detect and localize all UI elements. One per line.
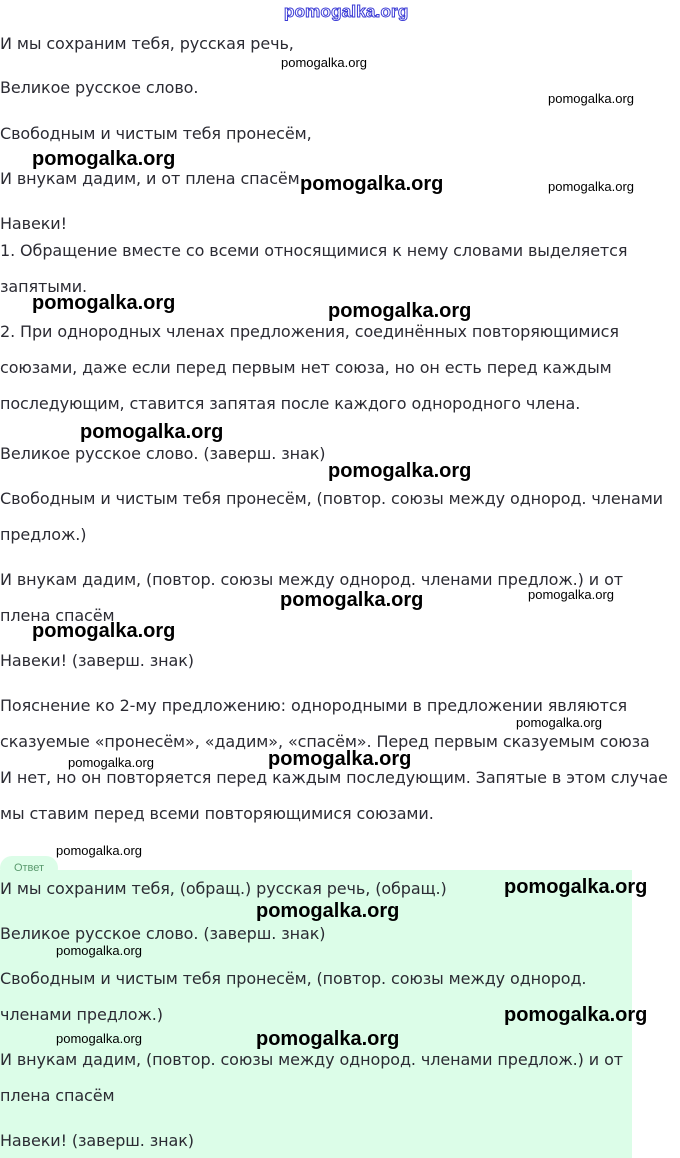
analysis-line: Навеки! (заверш. знак) xyxy=(0,651,194,670)
answer-line: И мы сохраним тебя, (обращ.) русская речь, (обращ.) xyxy=(0,879,447,898)
watermark: pomogalka.org xyxy=(32,620,176,642)
analysis-line: предлож.) xyxy=(0,525,87,544)
answer-line: Свободным и чистым тебя пронесём, (повтор. союзы между однород. xyxy=(0,969,587,988)
watermark: pomogalka.org xyxy=(504,876,648,898)
watermark: pomogalka.org xyxy=(528,587,614,602)
answer-line: плена спасём xyxy=(0,1086,115,1105)
analysis-line: плена спасём xyxy=(0,606,115,625)
answer-tag: Ответ xyxy=(0,856,58,880)
watermark: pomogalka.org xyxy=(328,300,472,322)
poem-line: Великое русское слово. xyxy=(0,78,199,97)
analysis-line: Великое русское слово. (заверш. знак) xyxy=(0,444,326,463)
watermark: pomogalka.org xyxy=(284,2,409,21)
answer-line: Великое русское слово. (заверш. знак) xyxy=(0,924,326,943)
answer-line: членами предлож.) xyxy=(0,1005,163,1024)
explanation-line: мы ставим перед всеми повторяющимися союзами. xyxy=(0,804,434,823)
watermark: pomogalka.org xyxy=(268,748,412,770)
rule-line: 1. Обращение вместе со всеми относящимися к нему словами выделяется xyxy=(0,241,628,260)
poem-line: И мы сохраним тебя, русская речь, xyxy=(0,34,294,53)
watermark: pomogalka.org xyxy=(300,173,444,195)
watermark: pomogalka.org xyxy=(80,421,224,443)
watermark: pomogalka.org xyxy=(56,1031,142,1046)
watermark: pomogalka.org xyxy=(56,943,142,958)
analysis-line: И внукам дадим, (повтор. союзы между однород. членами предлож.) и от xyxy=(0,570,623,589)
rule-line: запятыми. xyxy=(0,277,88,296)
watermark: pomogalka.org xyxy=(280,589,424,611)
watermark: pomogalka.org xyxy=(548,91,634,106)
answer-line: Навеки! (заверш. знак) xyxy=(0,1131,194,1150)
watermark: pomogalka.org xyxy=(32,292,176,314)
explanation-line: Пояснение ко 2-му предложению: однородными в предложении являются xyxy=(0,696,628,715)
watermark: pomogalka.org xyxy=(256,900,400,922)
watermark: pomogalka.org xyxy=(68,755,154,770)
poem-line: И внукам дадим, и от плена спасём xyxy=(0,169,300,188)
watermark: pomogalka.org xyxy=(328,460,472,482)
poem-line: Навеки! xyxy=(0,214,67,233)
explanation-line: сказуемые «пронесём», «дадим», «спасём». Перед первым сказуемым союза xyxy=(0,732,650,751)
watermark: pomogalka.org xyxy=(256,1028,400,1050)
rule-line: 2. При однородных членах предложения, соединённых повторяющимися xyxy=(0,322,619,341)
watermark: pomogalka.org xyxy=(504,1004,648,1026)
watermark: pomogalka.org xyxy=(281,55,367,70)
explanation-line: И нет, но он повторяется перед каждым последующим. Запятые в этом случае xyxy=(0,768,668,787)
watermark: pomogalka.org xyxy=(32,148,176,170)
poem-line: Свободным и чистым тебя пронесём, xyxy=(0,124,312,143)
watermark: pomogalka.org xyxy=(516,715,602,730)
analysis-line: Свободным и чистым тебя пронесём, (повтор. союзы между однород. членами xyxy=(0,489,663,508)
watermark: pomogalka.org xyxy=(56,843,142,858)
rule-line: последующим, ставится запятая после каждого однородного члена. xyxy=(0,394,581,413)
answer-line: И внукам дадим, (повтор. союзы между однород. членами предлож.) и от xyxy=(0,1050,623,1069)
watermark: pomogalka.org xyxy=(548,179,634,194)
rule-line: союзами, даже если перед первым нет союза, но он есть перед каждым xyxy=(0,358,612,377)
